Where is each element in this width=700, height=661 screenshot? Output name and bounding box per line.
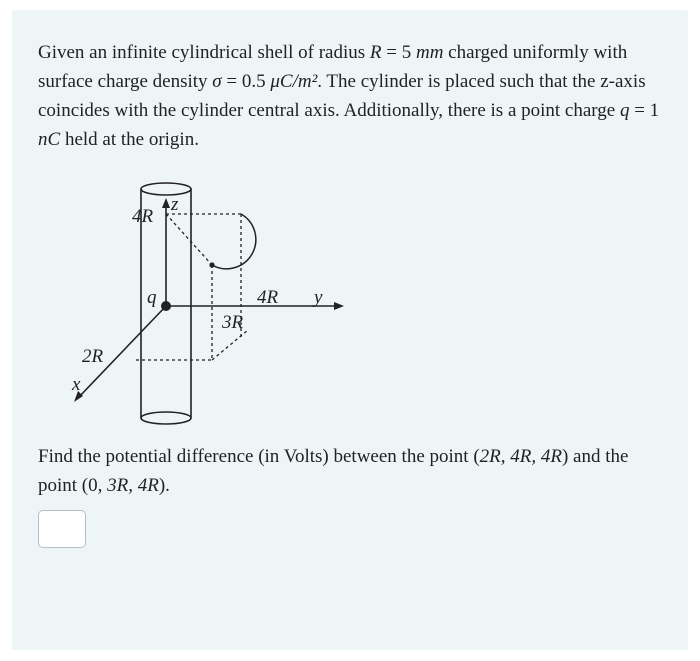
math-term: q xyxy=(619,100,630,121)
z-axis-arrow xyxy=(162,198,170,208)
problem-statement xyxy=(38,38,668,154)
diagonal-dashed-line xyxy=(166,214,212,265)
math-term: 3R, 4R xyxy=(107,475,159,496)
y-axis-arrow xyxy=(334,302,344,310)
text-run: held at the origin. xyxy=(60,129,199,150)
math-term: nC xyxy=(38,129,61,150)
answer-input[interactable] xyxy=(38,510,86,548)
text-run: = 1 xyxy=(629,100,660,121)
question-text xyxy=(38,442,668,500)
math-term: σ xyxy=(212,71,222,92)
math-term: 2R, 4R, 4R xyxy=(479,446,562,467)
label-charge-q: q xyxy=(147,287,157,308)
text-run: = 0.5 xyxy=(221,71,271,92)
label-x-dist-2r: 2R xyxy=(82,346,104,367)
floor-diagonal-dashed xyxy=(212,330,248,360)
label-y-near-3r: 3R xyxy=(222,312,244,333)
label-z-axis: z xyxy=(171,194,179,215)
text-run: Given an infinite cylindrical shell of radius xyxy=(38,42,370,63)
semicircle-path xyxy=(212,214,256,269)
text-run: ) and the point (0, xyxy=(38,446,629,496)
text-run: charged uniformly with surface charge density xyxy=(38,42,628,92)
math-term: mm xyxy=(415,42,444,63)
text-run: Find the potential difference (in Volts) between the point ( xyxy=(38,446,480,467)
math-term: R xyxy=(369,42,382,63)
text-run: = 5 xyxy=(381,42,416,63)
label-y-far-4r: 4R xyxy=(257,287,279,308)
math-term: μC/m² xyxy=(270,71,318,92)
text-run: ). xyxy=(158,475,170,496)
label-height-4r: 4R xyxy=(132,206,154,227)
point-charge-dot xyxy=(161,301,171,311)
cylinder-top-ellipse xyxy=(141,183,191,195)
text-run: . The cylinder is placed such that the z-axis coincides with the cylinder central axis. Additionally, there is a point charge xyxy=(38,71,646,121)
cylinder-bottom-ellipse xyxy=(141,412,191,424)
cylinder-diagram xyxy=(52,170,352,435)
label-y-axis: y xyxy=(314,287,323,308)
label-x-axis: x xyxy=(72,374,81,395)
question-card xyxy=(12,10,688,650)
